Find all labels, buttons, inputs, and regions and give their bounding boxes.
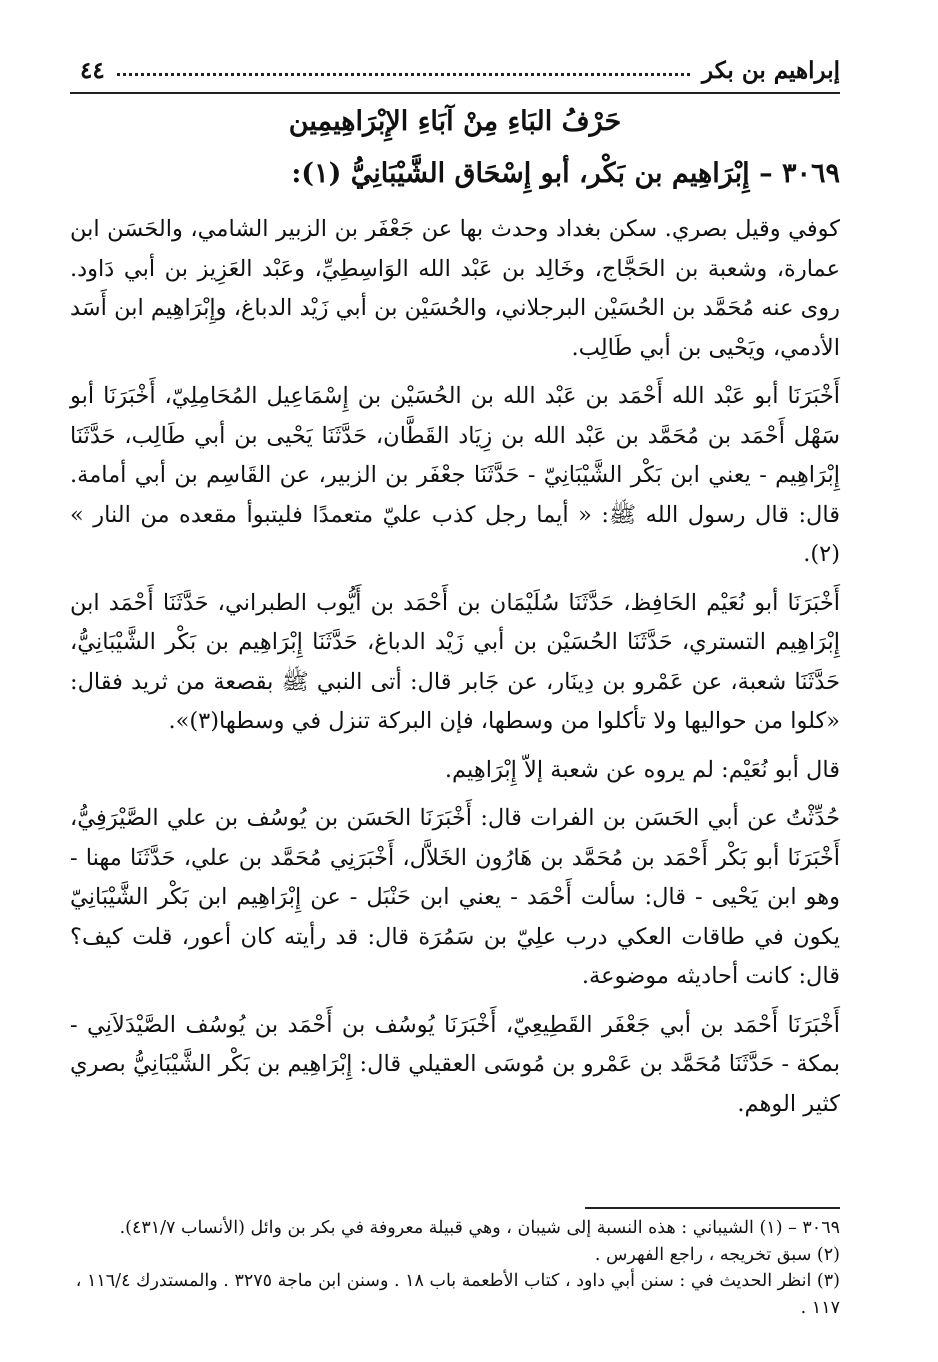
footnote-separator bbox=[585, 1207, 840, 1209]
running-title: إبراهيم بن بكر bbox=[702, 56, 840, 84]
footnote-1: ٣٠٦٩ – (١) الشيباني : هذه النسبة إلى شيبان ، وهي قبيلة معروفة في بكر بن وائل (الأنساب ٤٣١/٧). bbox=[119, 1218, 840, 1238]
paragraph-biography: كوفي وقيل بصري. سكن بغداد وحدث بها عن جَعْفَر بن الزبير الشامي، والحَسَن ابن عمارة، وشعبة بن الحَجَّاج، وخَالِد بن عَبْد الله الوَاسِطِيِّ، وعَبْد العَزِيز بن أبي دَاود. روى عنه مُحَمَّد بن الحُسَيْن البرجلاني، والحُسَيْن بن أبي زَيْد الدباغ، وإِبْرَاهِيم ابن أَسَد الأدمي، ويَحْيى بن أبي طَالِب. bbox=[70, 216, 840, 361]
entry-title: ٣٠٦٩ – إِبْرَاهِيم بن بَكْر، أبو إِسْحَاق الشَّيْبَانِيُّ (١): bbox=[291, 158, 840, 189]
paragraph-hadith-2: أَخْبَرَنَا أبو نُعَيْم الحَافِظ، حَدَّثَنَا سُلَيْمَان بن أَحْمَد بن أَيُّوب الطبراني، حَدَّثَنَا أَحْمَد ابن إِبْرَاهِيم التستري، حَدَّثَنَا الحُسَيْن بن أبي زَيْد الدباغ، حَدَّثَنَا إِبْرَاهِيم بن بَكْر الشَّيْبَانِيُّ، حَدَّثَنَا شعبة، عن عَمْرو بن دِينَار، عن جَابر قال: أتى النبي ﷺ بقصعة من ثريد فقال: «كلوا من حواليها ولا تأكلوا من وسطها، فإن البركة تنزل في وسطها(٣)». bbox=[70, 589, 840, 734]
paragraph-hadith-1: أَخْبَرَنَا أبو عَبْد الله أَحْمَد بن عَبْد الله بن الحُسَيْن بن إِسْمَاعِيل المُحَامِلِيّ، أَخْبَرَنَا أبو سَهْل أَحْمَد بن مُحَمَّد بن عَبْد الله بن زِيَاد القَطَّان، حَدَّثَنَا يَحْيى بن أبي طَالِب، حَدَّثَنَا إِبْرَاهِيم - يعني ابن بَكْر الشَّيْبَانِيّ - حَدَّثَنَا جعْفَر بن الزبير، عن القَاسِم بن أبي أمامة. قال: قال رسول الله ﷺ: « أيما رجل كذب عليّ متعمدًا فليتبوأ مقعده من النار » (٢). bbox=[70, 383, 840, 567]
paragraph-ahmad-opinion: حُدِّثْتُ عن أبي الحَسَن بن الفرات قال: أَخْبَرَنَا الحَسَن بن يُوسُف بن علي الصَّيْرَفِيُّ، أَخْبَرَنَا أبو بَكْر أَحْمَد بن مُحَمَّد بن هَارُون الخَلاَّل، أَخْبَرَنِي مُحَمَّد بن علي، حَدَّثَنَا مهنا - وهو ابن يَحْيى - قال: سألت أَحْمَد - يعني ابن حَنْبَل - عن إِبْرَاهِيم ابن بَكْر الشَّيْبَانِيّ يكون في طاقات العكي درب علِيّ بن سَمُرَة قال: قد رأيته كان أعور، قلت كيف؟ قال: كانت أحاديثه موضوعة. bbox=[70, 805, 840, 989]
header-dot-leader bbox=[117, 73, 690, 76]
footnotes bbox=[70, 1215, 840, 1321]
footnote-2: (٢) سبق تخريجه ، راجع الفهرس . bbox=[594, 1244, 840, 1265]
chapter-title: حَرْفُ البَاءِ مِنْ آبَاءِ الإِبْرَاهِيمِين bbox=[288, 106, 622, 137]
header-rule bbox=[70, 92, 840, 94]
book-page bbox=[70, 40, 840, 1340]
entry-body bbox=[70, 210, 840, 1133]
paragraph-uqayli-opinion: أَخْبَرَنَا أَحْمَد بن أبي جَعْفَر القَطِيعِيّ، أَخْبَرَنَا يُوسُف بن أَحْمَد بن يُوسُف الصَّيْدَلاَنِي - بمكة - حَدَّثَنَا مُحَمَّد بن عَمْرو بن مُوسَى العقيلي قال: إِبْرَاهِيم بن بَكْر الشَّيْبَانِيُّ بصري كثير الوهم. bbox=[70, 1011, 840, 1117]
page-number: ٤٤ bbox=[80, 56, 105, 84]
footnote-3: (٣) انظر الحديث في : سنن أبي داود ، كتاب الأطعمة باب ١٨ . وسنن ابن ماجة ٣٢٧٥ . والمستدرك ١١٦/٤ ، ١١٧ . bbox=[75, 1271, 840, 1318]
paragraph-abu-nuaym-note: قال أبو نُعَيْم: لم يروه عن شعبة إلاّ إِبْرَاهِيم. bbox=[444, 756, 840, 783]
page-header bbox=[70, 50, 840, 90]
